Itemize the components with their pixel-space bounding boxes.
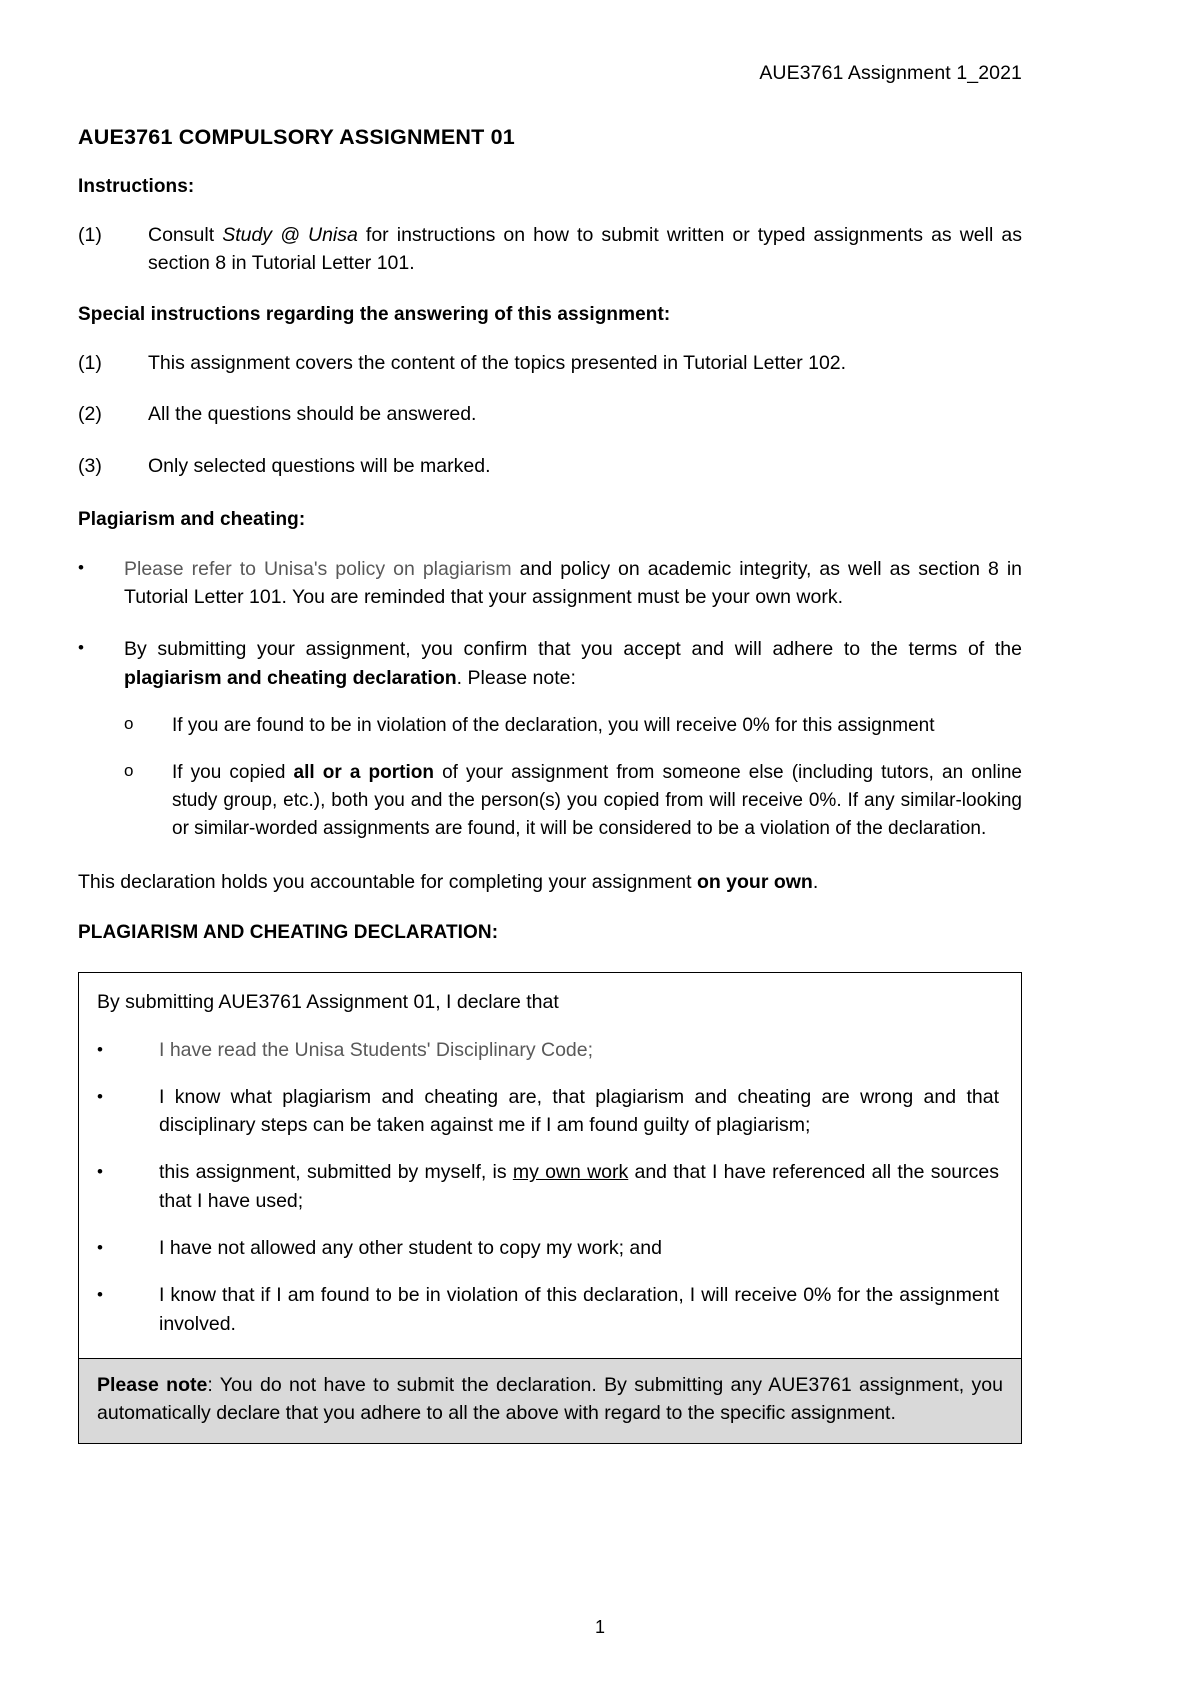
plagiarism-bullet-text	[124, 555, 1022, 612]
page-title: AUE3761 COMPULSORY ASSIGNMENT 01	[78, 125, 515, 150]
list-marker: (1)	[78, 351, 102, 374]
instruction-text	[148, 222, 1022, 277]
sub-bullet-marker: o	[124, 761, 134, 781]
plagiarism-sub-bullet	[124, 712, 1022, 740]
list-marker: (3)	[78, 455, 102, 478]
plagiarism-heading: Plagiarism and cheating:	[78, 508, 306, 530]
accountability-text-before: This declaration holds you accountable for completing your assignment	[78, 871, 697, 894]
bullet-marker: •	[78, 557, 84, 577]
declaration-box	[78, 972, 1022, 1444]
sub-bullet-marker: o	[124, 713, 134, 733]
bullet-marker: •	[97, 1086, 103, 1106]
declaration-bullet-text: I have not allowed any other student to copy my work; and	[159, 1236, 662, 1259]
note-text: : You do not have to submit the declaration. By submitting any AUE3761 assignment, you automatically declare that you adhere to all the above with regard to the specific assignment.	[97, 1373, 1003, 1425]
instruction-text-before: Consult	[148, 224, 223, 247]
bullet-marker: •	[97, 1237, 103, 1257]
special-item	[78, 350, 1022, 378]
page-content	[78, 0, 1022, 1444]
special-item	[78, 453, 1022, 481]
instruction-item	[78, 222, 1022, 277]
list-marker: (2)	[78, 403, 102, 426]
plagiarism-policy-link[interactable]: Please refer to Unisa's policy on plagiarism	[124, 557, 512, 580]
declaration-text-before: this assignment, submitted by myself, is	[159, 1161, 513, 1184]
instructions-heading: Instructions:	[78, 176, 195, 198]
declaration-bullet	[97, 1083, 1003, 1140]
declaration-note	[79, 1358, 1021, 1444]
plagiarism-sub-bullet	[124, 759, 1022, 842]
plagiarism-bullet-rest: and policy on academic integrity, as well as section 8 in Tutorial Letter 101. You are reminded that your assignment must be your own work.	[124, 557, 1022, 609]
declaration-body	[79, 973, 1021, 1357]
instruction-text-after: for instructions on how to submit written or typed assignments as well as section 8 in Tutorial Letter 101.	[148, 224, 1022, 275]
accountability-paragraph	[78, 868, 1022, 896]
special-instructions-heading: Special instructions regarding the answering of this assignment:	[78, 303, 671, 325]
sub-bullet-text-before: If you copied	[172, 762, 294, 784]
sub-bullet-text: If you are found to be in violation of the declaration, you will receive 0% for this assignment	[172, 714, 935, 736]
special-item	[78, 401, 1022, 429]
declaration-heading: PLAGIARISM AND CHEATING DECLARATION:	[78, 922, 499, 944]
note-label: Please note	[97, 1373, 208, 1396]
plagiarism-bullet-text	[124, 635, 1022, 692]
bullet-text-after: . Please note:	[456, 666, 576, 689]
bullet-text-before: By submitting your assignment, you confirm that you accept and will adhere to the terms of the	[124, 638, 1022, 661]
sub-bullet-text-bold: all or a portion	[293, 762, 434, 784]
sub-bullet-text	[172, 759, 1022, 842]
plagiarism-bullet	[78, 555, 1022, 612]
declaration-intro: By submitting AUE3761 Assignment 01, I declare that	[97, 991, 559, 1014]
bullet-marker: •	[97, 1039, 103, 1059]
declaration-bullet-text	[159, 1036, 1003, 1064]
declaration-bullet	[97, 1158, 1003, 1215]
accountability-text-bold: on your own	[696, 871, 813, 894]
plagiarism-bullet	[78, 635, 1022, 692]
bullet-marker: •	[78, 638, 84, 658]
disciplinary-code-link[interactable]: I have read the Unisa Students' Disciplinary Code;	[159, 1038, 594, 1061]
running-header: AUE3761 Assignment 1_2021	[759, 62, 1022, 84]
special-item-text: Only selected questions will be marked.	[148, 455, 491, 478]
declaration-text-after: and that I have referenced all the sources that I have used;	[159, 1161, 999, 1212]
declaration-bullet	[97, 1281, 1003, 1338]
accountability-text-after: .	[812, 871, 819, 894]
instruction-text-italic: Study @ Unisa	[222, 224, 358, 247]
special-item-text: This assignment covers the content of the topics presented in Tutorial Letter 102.	[148, 351, 847, 374]
declaration-bullet	[97, 1036, 1003, 1064]
declaration-text-underlined: my own work	[512, 1161, 629, 1184]
special-item-text: All the questions should be answered.	[148, 403, 477, 426]
declaration-bullet	[97, 1234, 1003, 1262]
declaration-bullet-text: I know what plagiarism and cheating are, that plagiarism and cheating are wrong and that disciplinary steps can be taken against me if I am found guilty of plagiarism;	[159, 1085, 999, 1137]
declaration-bullet-text	[159, 1158, 1003, 1215]
list-marker: (1)	[78, 224, 102, 247]
bullet-marker: •	[97, 1162, 103, 1182]
page-number: 1	[594, 1617, 605, 1637]
bullet-marker: •	[97, 1285, 103, 1305]
bullet-text-bold: plagiarism and cheating declaration	[124, 666, 457, 689]
sub-bullet-text-after: of your assignment from someone else (including tutors, an online study group, etc.), both you and the person(s) you copied from will receive 0%. If any similar-looking or similar-worded assignments are found, it will be considered to be a violation of the declaration.	[172, 762, 1022, 839]
declaration-bullet-text: I know that if I am found to be in violation of this declaration, I will receive 0% for the assignment involved.	[159, 1284, 999, 1335]
